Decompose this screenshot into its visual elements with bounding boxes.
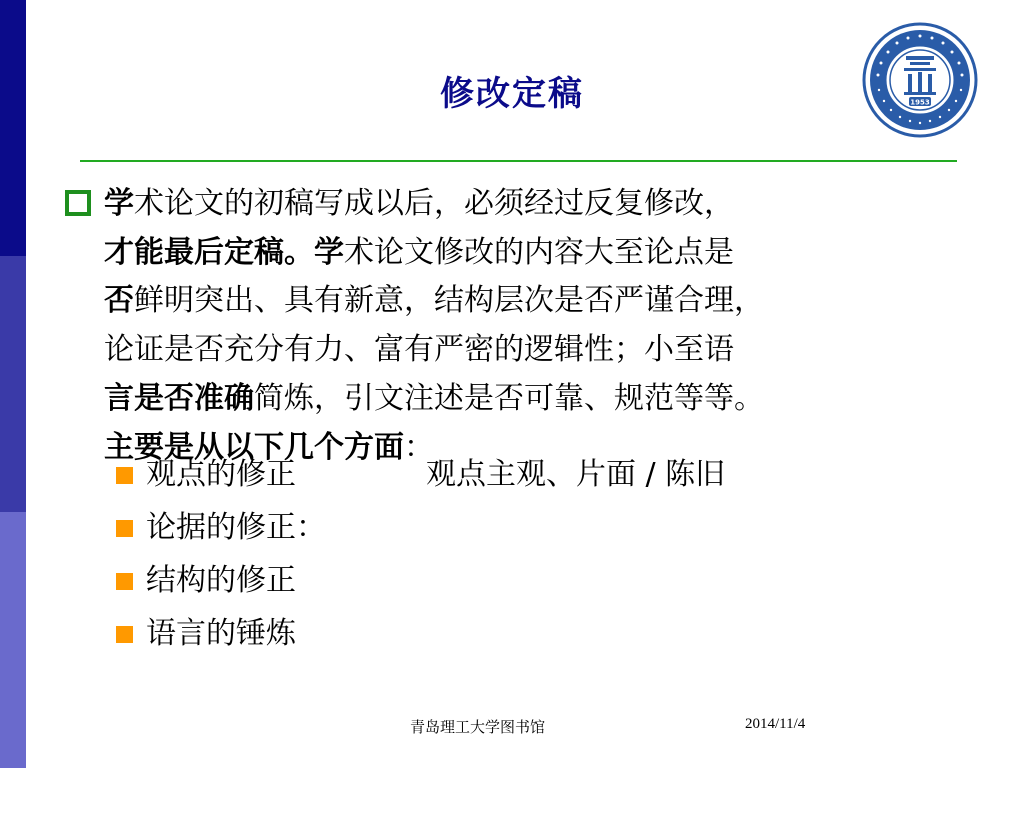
list-item bbox=[116, 501, 326, 554]
body-paragraph bbox=[104, 180, 944, 472]
strip-segment-middle bbox=[0, 256, 26, 512]
normal-text: 术论文的初稿写成以后，必须经过反复修改， bbox=[134, 186, 734, 221]
list-item bbox=[116, 448, 726, 501]
normal-text: 论证是否充分有力、富有严密的逻辑性；小至语 bbox=[104, 332, 734, 368]
strip-segment-top bbox=[0, 0, 26, 256]
list-item-label: 观点的修正 bbox=[146, 457, 296, 492]
normal-text: ： bbox=[404, 429, 434, 465]
university-seal-icon bbox=[862, 22, 978, 138]
bold-text: 主要是从以下几个方面 bbox=[104, 429, 404, 465]
sub-item-list bbox=[116, 448, 726, 660]
paragraph-bullet-icon bbox=[65, 190, 91, 216]
bold-text: 言是否准确 bbox=[104, 380, 254, 416]
normal-text: 简炼，引文注述是否可靠、规范等等。 bbox=[254, 380, 764, 416]
orange-square-bullet-icon bbox=[116, 573, 133, 590]
bold-text: 才能最后定稿。学 bbox=[104, 234, 344, 270]
normal-text: 术论文修改的内容大至论点是 bbox=[344, 234, 734, 270]
list-item-label: 结构的修正 bbox=[146, 563, 296, 598]
paragraph-line bbox=[104, 229, 944, 278]
orange-square-bullet-icon bbox=[116, 520, 133, 537]
paragraph-line bbox=[104, 277, 944, 326]
bold-text: 学 bbox=[104, 186, 134, 221]
slide-title: 修改定稿 bbox=[440, 74, 584, 114]
paragraph-line bbox=[104, 326, 944, 375]
normal-text: 鲜明突出、具有新意，结构层次是否严谨合理， bbox=[134, 283, 764, 319]
paragraph-line bbox=[104, 375, 944, 424]
list-item bbox=[116, 554, 296, 607]
list-item-label: 论据的修正： bbox=[146, 510, 326, 545]
logo-year: 1953 bbox=[910, 98, 930, 107]
strip-segment-bottom bbox=[0, 512, 26, 768]
list-item-label: 语言的锤炼 bbox=[146, 616, 296, 651]
left-decorative-strip bbox=[0, 0, 26, 768]
list-item-note: 观点主观、片面 / 陈旧 bbox=[426, 457, 726, 492]
title-divider bbox=[80, 160, 957, 162]
footer-library-name: 青岛理工大学图书馆 bbox=[410, 718, 546, 736]
bold-text: 否 bbox=[104, 283, 134, 319]
orange-square-bullet-icon bbox=[116, 467, 133, 484]
orange-square-bullet-icon bbox=[116, 626, 133, 643]
list-item bbox=[116, 607, 296, 660]
paragraph-line bbox=[104, 180, 944, 229]
footer-date: 2014/11/4 bbox=[745, 716, 806, 732]
